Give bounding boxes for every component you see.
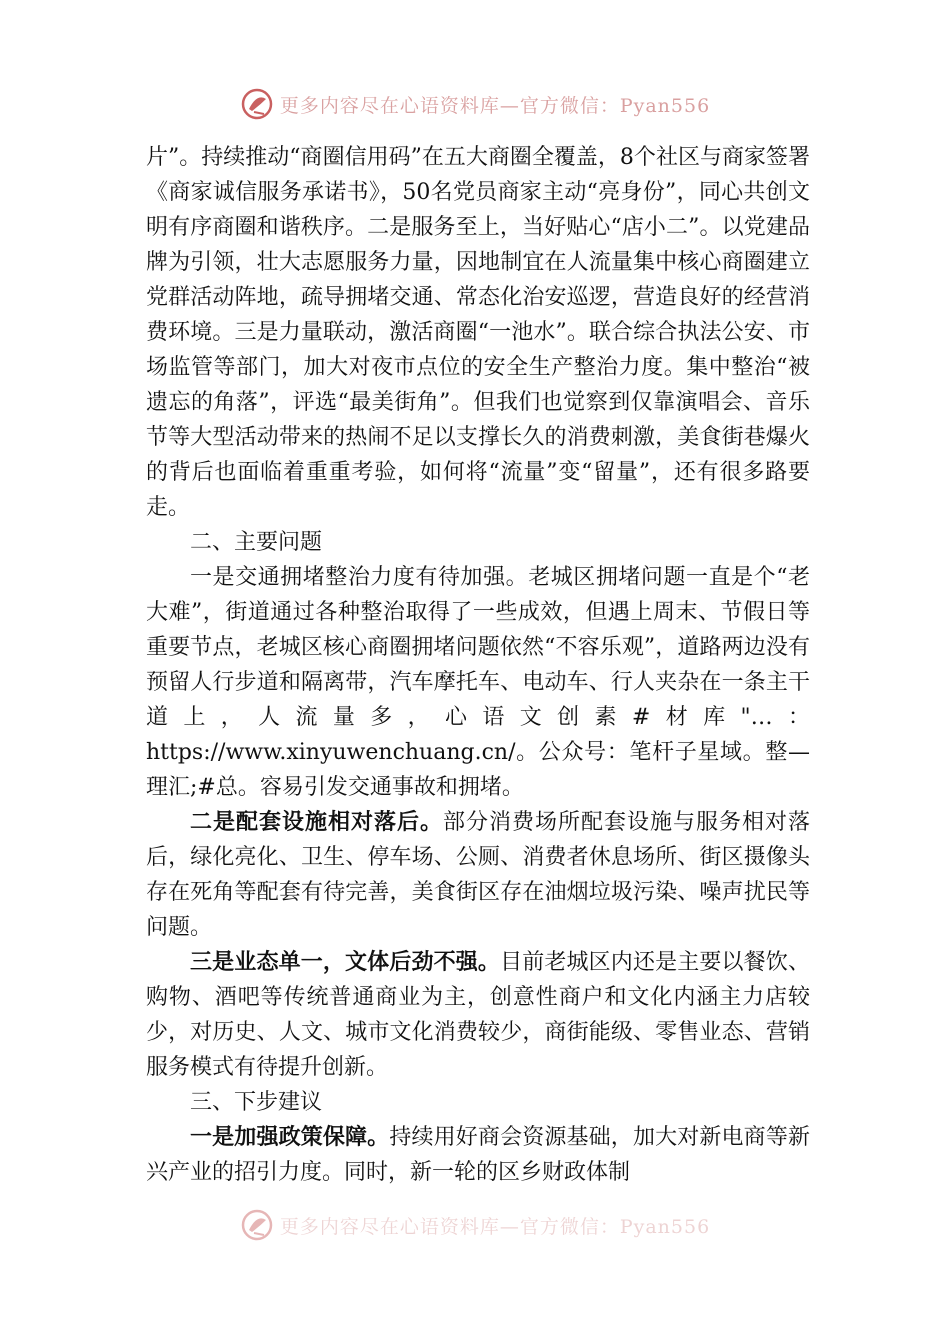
section-heading: 二、主要问题 bbox=[190, 530, 323, 555]
paragraph: 片”。持续推动“商圈信用码”在五大商圈全覆盖，8个社区与商家签署《商家诚信服务承诺书》，50名党员商家主动“亮身份”，同心共创文明有序商圈和谐秩序。二是服务至上，当好贴心“店小二”。以党建品牌为引领，壮大志愿服务力量，因地制宜在人流量集中核心商圈建立党群活动阵地，疏导拥堵交通、常态化治安巡逻，营造良好的经营消费环境。三是力量联动，激活商圈“一池水”。联合综合执法公安、市场监管等部门，加大对夜市点位的安全生产整治力度。集中整治“被遗忘的角落”，评选“最美街角”。但我们也觉察到仅靠演唱会、音乐节等大型活动带来的热闹不足以支撑长久的消费刺激，美食街巷爆火的背后也面临着重重考验，如何将“流量”变“留量”，还有很多路要走。 bbox=[146, 145, 810, 520]
paragraph-text: 持续用好商会资源基础，加大对新电商等新兴产业的招引力度。同时，新一轮的区乡财政体制 bbox=[146, 1125, 810, 1185]
paragraph bbox=[146, 945, 810, 1085]
watermark-footer bbox=[0, 1207, 950, 1243]
seal-logo-icon bbox=[240, 87, 274, 121]
watermark-header bbox=[0, 86, 950, 122]
watermark-text: 更多内容尽在心语资料库—官方微信：Pyan556 bbox=[279, 94, 711, 117]
section-heading: 三、下步建议 bbox=[190, 1090, 323, 1115]
paragraph-lead: 一是加强政策保障。 bbox=[190, 1124, 390, 1150]
paragraph-text: 目前老城区内还是主要以餐饮、购物、酒吧等传统普通商业为主，创意性商户和文化内涵主力店较少，对历史、人文、城市文化消费较少，商街能级、零售业态、营销服务模式有待提升创新。 bbox=[146, 950, 810, 1080]
seal-logo-icon bbox=[240, 1208, 274, 1242]
paragraph-text: 部分消费场所配套设施与服务相对落后，绿化亮化、卫生、停车场、公厕、消费者休息场所、街区摄像头存在死角等配套有待完善，美食街区存在油烟垃圾污染、噪声扰民等问题。 bbox=[146, 810, 810, 940]
paragraph-lead: 二是配套设施相对落后。 bbox=[190, 809, 443, 835]
paragraph-lead: 三是业态单一，文体后劲不强。 bbox=[190, 949, 501, 975]
paragraph: 一是交通拥堵整治力度有待加强。老城区拥堵问题一直是个“老大难”，街道通过各种整治取得了一些成效，但遇上周末、节假日等重要节点，老城区核心商圈拥堵问题依然“不容乐观”，道路两边没有预留人行步道和隔离带，汽车摩托车、电动车、行人夹杂在一条主干道上，人流量多，心语文创素#材库"…：https://www.xinyuwenchuang.cn/。公众号：笔杆子星域。整—理汇;#总。容易引发交通事故和拥堵。 bbox=[146, 565, 810, 800]
paragraph bbox=[146, 805, 810, 945]
document-body bbox=[146, 140, 810, 1190]
watermark-text: 更多内容尽在心语资料库—官方微信：Pyan556 bbox=[279, 1215, 711, 1238]
paragraph bbox=[146, 1120, 810, 1190]
